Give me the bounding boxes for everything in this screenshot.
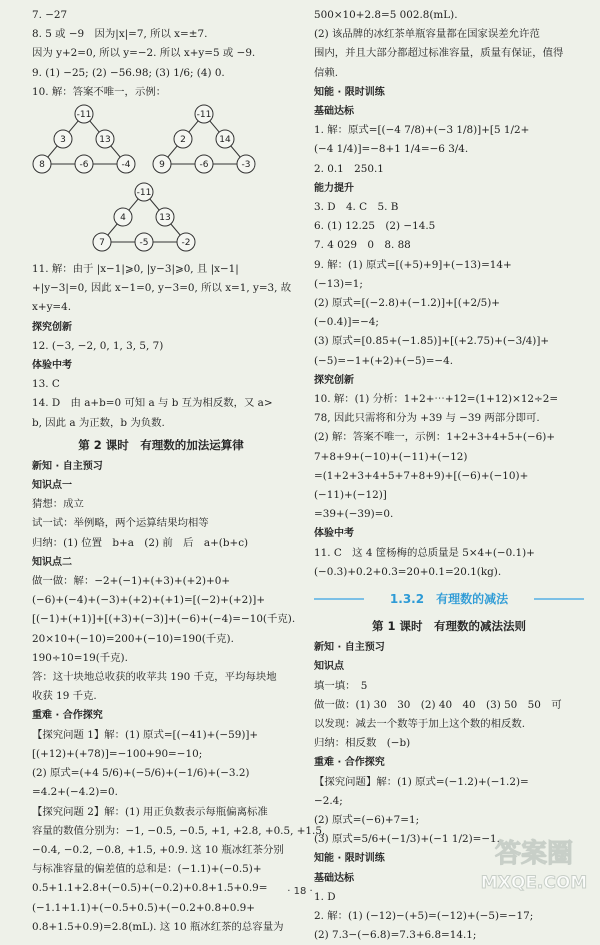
answers-continued xyxy=(314,6,584,582)
text-line: (2) 7.3−(−6.8)=7.3+6.8=14.1; xyxy=(314,929,477,942)
triangle-node-value: -11 xyxy=(136,188,152,199)
text-line: 知能 · 限时训练 xyxy=(314,853,385,865)
text-line: 9. 解：(1) 原式=[(+5)+9]+(−13)=14+ xyxy=(314,258,512,271)
text-line: (−0.4)]=−4; xyxy=(314,316,379,329)
text-line: 归纳：(1) 位置 b+a (2) 前 后 a+(b+c) xyxy=(32,536,249,549)
text-line: 体验中考 xyxy=(32,360,72,372)
text-line: (−0.3)+0.2+0.3=20+0.1=20.1(kg). xyxy=(314,565,502,578)
text-line: 20×10+(−10)=200+(−10)=190(千克). xyxy=(32,632,234,645)
triangle-node-value: 3 xyxy=(60,135,66,146)
text-line: +|y−3|=0, 因此 x−1=0, y−3=0, 所以 x=1, y=3, 故 xyxy=(32,282,292,295)
triangle-node-value: -2 xyxy=(181,238,191,249)
text-line: (−11)+(−12)] xyxy=(314,489,387,502)
triangle-node-value: 14 xyxy=(219,135,231,146)
triangle-node-value: 8 xyxy=(39,160,45,171)
triangle-node-value: 13 xyxy=(159,213,171,224)
text-line: 11. C 这 4 筐杨梅的总质量是 5×4+(−0.1)+ xyxy=(314,546,535,559)
triangle-node-value: -3 xyxy=(241,160,251,171)
text-line: 以发现：减去一个数等于加上这个数的相反数. xyxy=(314,717,526,730)
text-line: (−5)=−1+(+2)+(−5)=−4. xyxy=(314,354,454,367)
text-line: 知识点二 xyxy=(32,556,72,568)
answers-7-10 xyxy=(32,6,290,102)
text-line: 容量的数值分别为：−1, −0.5, −0.5, +1, +2.8, +0.5, +1.5, xyxy=(32,824,326,837)
text-line: (2) 原式=(+4 5/6)+(−5/6)+(−1/6)+(−3.2) xyxy=(32,767,250,780)
triangle-node-value: 7 xyxy=(99,238,105,249)
text-line: (2) 解：答案不唯一，示例：1+2+3+4+5+(−6)+ xyxy=(314,431,556,444)
lesson-1-content xyxy=(314,638,584,945)
text-line: 10. 解：(1) 分析：1+2+⋯+12=(1+12)×12÷2= xyxy=(314,393,559,406)
text-line: 14. D 由 a+b=0 可知 a 与 b 互为相反数，又 a> xyxy=(32,397,273,410)
svg-text:MXQE.COM: MXQE.COM xyxy=(480,873,588,893)
text-line: =4.2+(−4.2)=0. xyxy=(32,786,118,799)
text-line: 10. 解：答案不唯一，示例： xyxy=(32,85,167,98)
text-line: (2) 原式=[(−2.8)+(−1.2)]+[(+2/5)+ xyxy=(314,297,501,310)
text-line: 围内，并且大部分都超过标准容量，质量有保证，值得 xyxy=(314,47,564,60)
text-line: =(1+2+3+4+5+7+8+9)+[(−6)+(−10)+ xyxy=(314,469,529,482)
triangle-node-value: -6 xyxy=(199,160,209,171)
text-line: 探究创新 xyxy=(314,374,354,386)
svg-text:答案圈: 答案圈 xyxy=(494,839,574,869)
triangle-node-value: -5 xyxy=(139,238,149,249)
text-line: 7+8+9+(−10)+(−11)+(−12) xyxy=(314,450,468,463)
text-line: 重难 · 合作探究 xyxy=(32,710,103,722)
watermark-logo xyxy=(474,826,594,898)
text-line: 500×10+2.8=5 002.8(mL). xyxy=(314,9,458,21)
text-line: 190÷10=19(千克). xyxy=(32,651,128,664)
lesson-1-title: 第 1 课时 有理数的减法法则 xyxy=(371,619,526,634)
text-line: b, 因此 a 为正数，b 为负数. xyxy=(32,416,165,429)
text-line: 1. 解：原式=[(−4 7/8)+(−3 1/8)]+[5 1/2+ xyxy=(314,124,530,137)
text-line: 【探究问题 2】解：(1) 用正负数表示每瓶偏离标准 xyxy=(32,805,268,818)
text-line: 收获 19 千克. xyxy=(32,690,97,703)
text-line: 1. D xyxy=(314,890,336,903)
text-line: 做一做：解：−2+(−1)+(+3)+(+2)+0+ xyxy=(32,575,231,588)
text-line: −0.4, −0.2, −0.8, +1.5, +0.9. 这 10 瓶冰红茶分别 xyxy=(32,843,284,856)
triangle-node-value: -11 xyxy=(196,110,212,121)
text-line: [(+12)+(+78)]=−100+90=−10; xyxy=(32,747,203,760)
triangle-node-value: 9 xyxy=(159,160,165,171)
text-line: 猜想：成立 xyxy=(32,498,84,511)
text-line: 12. (−3, −2, 0, 1, 3, 5, 7) xyxy=(32,339,164,352)
text-line: 填一填： 5 xyxy=(314,679,368,692)
text-line: 7. −27 xyxy=(32,9,68,21)
text-line: 3. D 4. C 5. B xyxy=(314,201,399,214)
text-line: (3) 原式=5/6+(−1/3)+(−1 1/2)=−1. xyxy=(314,833,500,846)
text-line: 知识点 xyxy=(314,661,344,673)
text-line: 探究创新 xyxy=(32,321,72,333)
text-line: 0.8+1.5+0.9)=2.8(mL). 这 10 瓶冰红茶的总容量为 xyxy=(32,920,284,933)
text-line: (−13)=1; xyxy=(314,277,363,290)
text-line: 【探究问题 1】解：(1) 原式=[(−41)+(−59)]+ xyxy=(32,728,259,741)
text-line: 重难 · 合作探究 xyxy=(314,757,385,769)
triangle-node-value: 2 xyxy=(180,135,186,146)
text-line: 新知 · 自主预习 xyxy=(32,460,103,472)
text-line: (3) 原式=[0.85+(−1.85)]+[(+2.75)+(−3/4)]+ xyxy=(314,335,550,348)
text-line: 【探究问题】解：(1) 原式=(−1.2)+(−1.2)= xyxy=(314,775,529,788)
text-line: 做一做：(1) 30 30 (2) 40 40 (3) 50 50 可 xyxy=(314,698,562,711)
text-line: 0.5+1.1+2.8+(−0.5)+(−0.2)+0.8+1.5+0.9= xyxy=(32,882,268,895)
text-line: 知能 · 限时训练 xyxy=(314,86,385,98)
triangle-node-value: 13 xyxy=(99,135,111,146)
text-line: 8. 5 或 −9 因为|x|=7, 所以 x=±7. xyxy=(32,28,208,41)
text-line: (−4 1/4)]=−8+1 1/4=−6 3/4. xyxy=(314,143,469,156)
text-line: 78, 因此只需将和分为 +39 与 −39 两部分即可. xyxy=(314,412,540,425)
triangle-node-value: 4 xyxy=(120,213,126,224)
text-line: 能力提升 xyxy=(314,182,354,194)
section-title: 1.3.2 有理数的减法 xyxy=(314,588,584,610)
page-number: · 18 · xyxy=(287,886,313,897)
text-line: 2. 解：(1) (−12)−(+5)=(−12)+(−5)=−17; xyxy=(314,909,534,922)
text-line: (2) 该品牌的冰红茶单瓶容量都在国家误差允许范 xyxy=(314,28,540,41)
lesson-2-title: 第 2 课时 有理数的加法运算律 xyxy=(78,437,244,452)
text-line: 体验中考 xyxy=(314,528,354,540)
triangle-node-value: -4 xyxy=(121,160,131,171)
text-line: 信赖. xyxy=(314,66,339,79)
text-line: x+y=4. xyxy=(32,301,72,314)
text-line: (−1.1+1.1)+(−0.5+0.5)+(−0.2+0.8+0.9+ xyxy=(32,901,256,914)
text-line: 归纳：相反数 (−b) xyxy=(314,737,411,750)
text-line: 基础达标 xyxy=(314,872,354,884)
triangle-node-value: -11 xyxy=(76,110,92,121)
text-line: 因为 y+2=0, 所以 y=−2. 所以 x+y=5 或 −9. xyxy=(32,47,256,60)
text-line: 13. C xyxy=(32,378,60,391)
triangle-node-value: -6 xyxy=(79,160,89,171)
triangle-figures xyxy=(32,102,290,260)
answers-11-14 xyxy=(32,260,290,433)
text-line: (−6)+(−4)+(−3)+(+2)+(+1)=[(−2)+(+2)]+ xyxy=(32,594,266,607)
text-line: 答：这十块地总收获的收苹共 190 千克，平均每块地 xyxy=(32,671,277,684)
right-column xyxy=(314,6,584,945)
text-line: 2. 0.1 250.1 xyxy=(314,162,384,175)
text-line: 新知 · 自主预习 xyxy=(314,642,385,654)
text-line: 知识点一 xyxy=(32,480,72,492)
text-line: 11. 解：由于 |x−1|⩾0, |y−3|⩾0, 且 |x−1| xyxy=(32,263,239,276)
text-line: 与标准容量的偏差值的总和是：(−1.1)+(−0.5)+ xyxy=(32,863,262,876)
text-line: −2.4; xyxy=(314,794,343,807)
text-line: 9. (1) −25; (2) −56.98; (3) 1/6; (4) 0. xyxy=(32,66,225,79)
text-line: [(−1)+(+1)]+[(+3)+(−3)]+(−6)+(−4)=−10(千克). xyxy=(32,613,296,626)
text-line: =39+(−39)=0. xyxy=(314,508,394,521)
triangle-diagram xyxy=(32,102,290,260)
text-line: (2) 原式=(−6)+7=1; xyxy=(314,813,420,826)
text-line: 6. (1) 12.25 (2) −14.5 xyxy=(314,220,436,233)
text-line: 试一试：举例略，两个运算结果均相等 xyxy=(32,517,209,530)
text-line: 7. 4 029 0 8. 88 xyxy=(314,239,411,252)
text-line: 基础达标 xyxy=(314,106,354,118)
